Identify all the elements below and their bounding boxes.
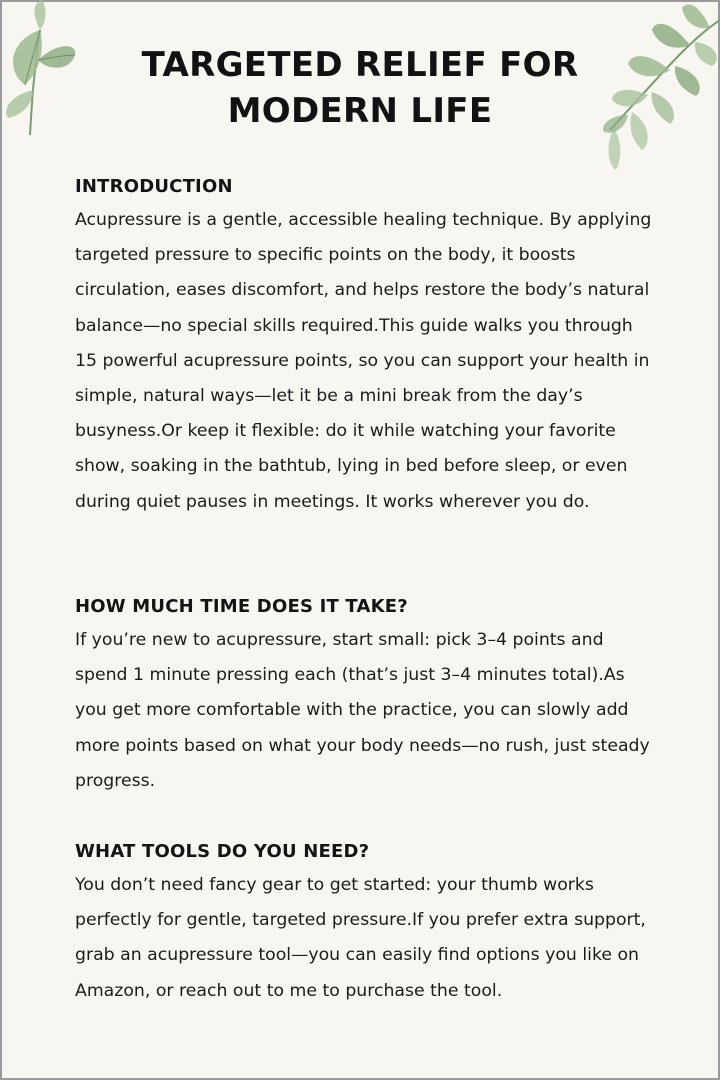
section-heading: HOW MUCH TIME DOES IT TAKE?	[75, 596, 408, 617]
section-heading: INTRODUCTION	[75, 176, 233, 197]
section-body: If you’re new to acupressure, start small: pick 3–4 points and spend 1 minute pressing each (that’s just 3–4 minutes total).As you get more comfortable with the practice, you can slowly add more points based on what your body needs—no rush, just steady progress.	[75, 630, 650, 791]
title-line-1: TARGETED RELIEF FOR	[141, 45, 579, 85]
page-title	[60, 42, 660, 134]
section-tools	[75, 840, 655, 1009]
section-time	[75, 595, 655, 799]
section-body: You don’t need fancy gear to get started: your thumb works perfectly for gentle, targeted pressure.If you prefer extra support, grab an acupressure tool—you can easily find options you like on Amazon, or reach out to me to purchase the tool.	[75, 875, 646, 1001]
section-body: Acupressure is a gentle, accessible healing technique. By applying targeted pressure to specific points on the body, it boosts circulation, eases discomfort, and helps restore the body’s natural balance—no special skills required.This guide walks you through 15 powerful acupressure points, so you can support your health in simple, natural ways—let it be a mini break from the day’s busyness.Or keep it flexible: do it while watching your favorite show, soaking in the bathtub, lying in bed before sleep, or even during quiet pauses in meetings. It works wherever you do.	[75, 210, 652, 512]
title-line-2: MODERN LIFE	[227, 91, 493, 131]
section-introduction	[75, 175, 655, 520]
section-heading: WHAT TOOLS DO YOU NEED?	[75, 841, 370, 862]
